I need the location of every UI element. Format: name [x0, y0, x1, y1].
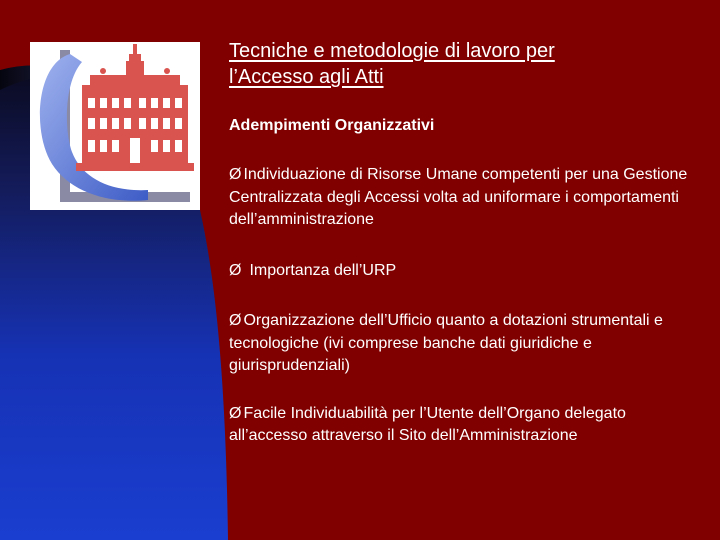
arrow-bullet-icon: Ø [229, 261, 242, 279]
logo [30, 42, 200, 210]
title-line-1: Tecniche e metodologie di lavoro per [229, 40, 555, 62]
arrow-bullet-icon: Ø [229, 166, 242, 183]
arrow-bullet-icon: Ø [229, 312, 242, 329]
bullet-item [229, 310, 699, 378]
bullet-text: Individuazione di Risorse Umane competenti per una Gestione Centralizzata degli Accessi volta ad uniformare i comportamenti dell’amministrazione [229, 166, 688, 228]
title-line-2: l’Accesso agli Atti [229, 66, 384, 88]
slide-content [229, 38, 699, 448]
bullet-item [229, 164, 699, 232]
bullet-item [229, 403, 699, 448]
bullet-list [229, 164, 699, 448]
palazzo-logo-icon [30, 42, 200, 210]
slide-subtitle: Adempimenti Organizzativi [229, 117, 435, 134]
slide-title [229, 38, 699, 90]
bullet-text: Organizzazione dell’Ufficio quanto a dotazioni strumentali e tecnologiche (ivi comprese banche dati giuridiche e giurisprudenziali) [229, 312, 663, 374]
bullet-text: Importanza dell’URP [249, 261, 397, 279]
bullet-item [229, 260, 699, 283]
bullet-text: Facile Individuabilità per l’Utente dell’Organo delegato all’accesso attraverso il Sito dell’Amministrazione [229, 404, 626, 444]
arrow-bullet-icon: Ø [229, 404, 242, 422]
